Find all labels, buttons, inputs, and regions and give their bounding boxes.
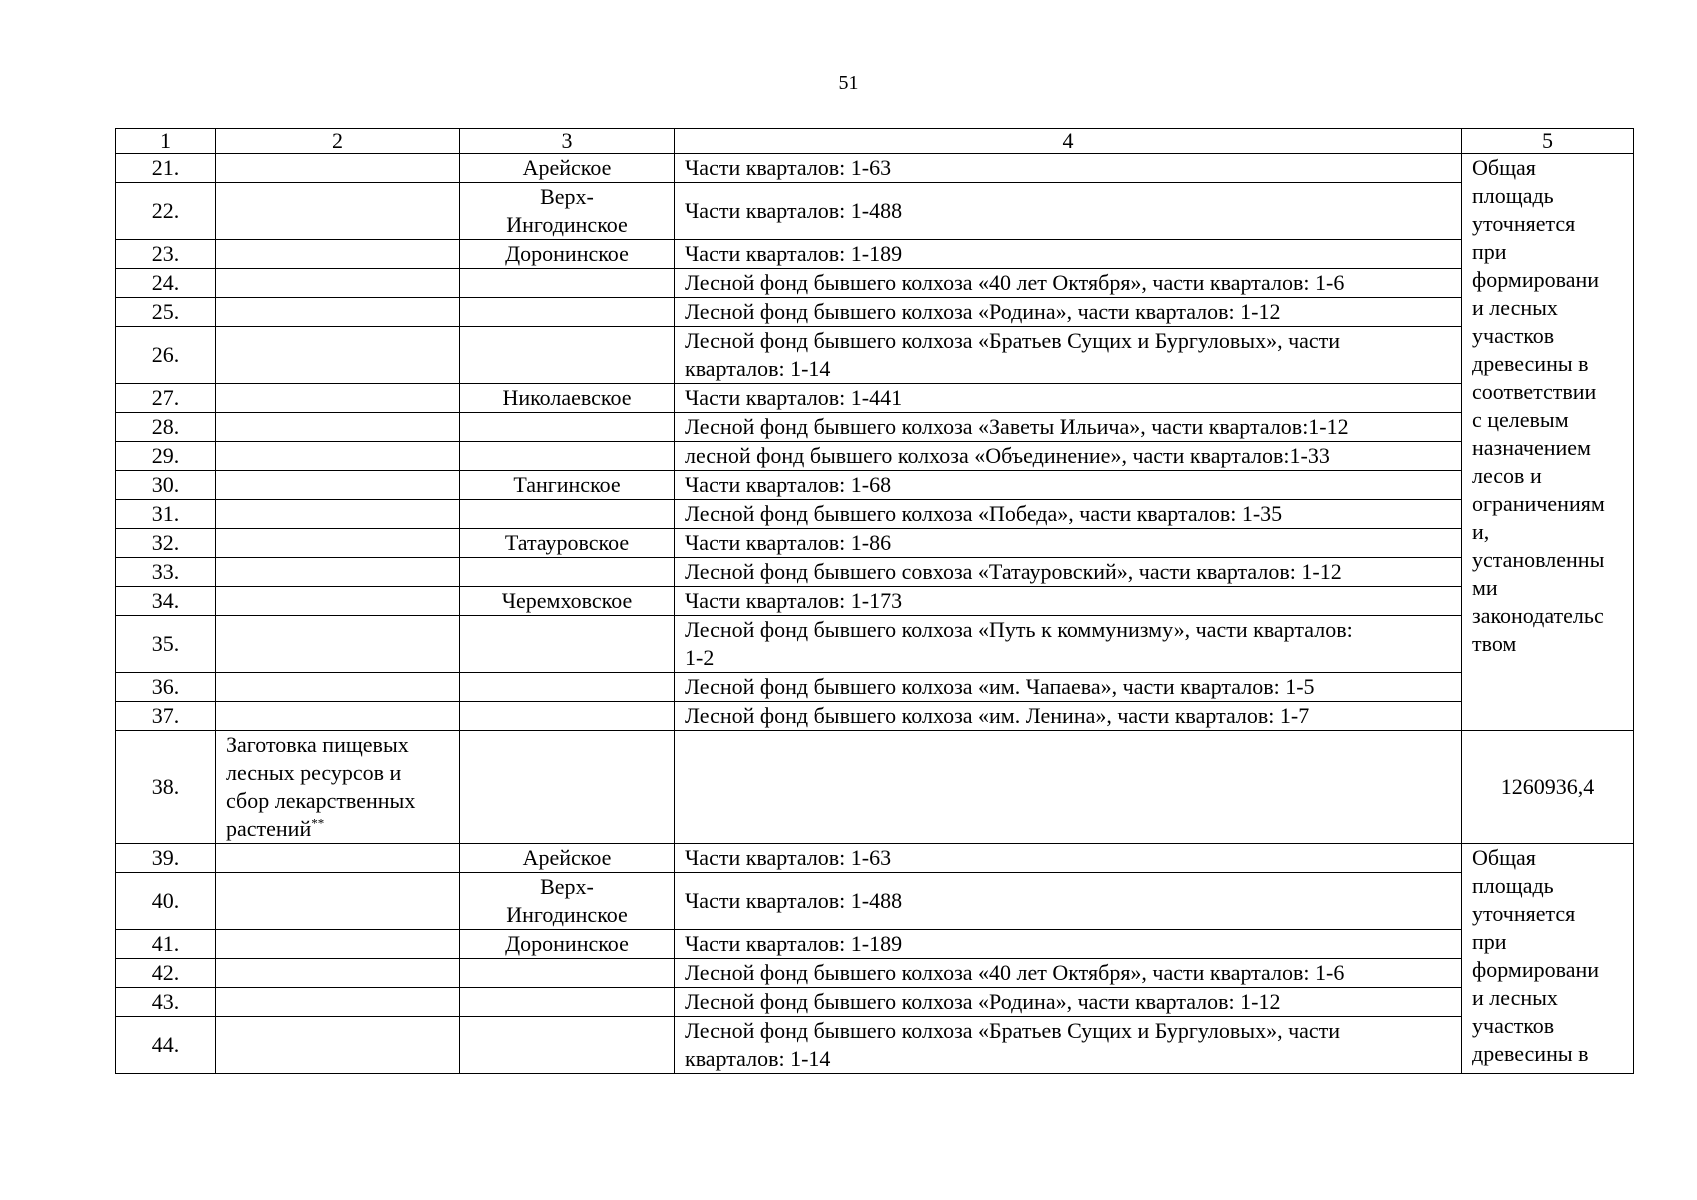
note-line: при bbox=[1472, 929, 1507, 954]
row-number: 36. bbox=[116, 673, 216, 702]
quarters-line: Части кварталов: 1-189 bbox=[685, 241, 903, 266]
note-line: с целевым bbox=[1472, 407, 1569, 432]
subdivision-cell bbox=[460, 959, 675, 988]
note-line: и, bbox=[1472, 519, 1490, 544]
table-row bbox=[116, 298, 1634, 327]
quarters-line: Лесной фонд бывшего колхоза «Победа», части кварталов: 1-35 bbox=[685, 501, 1283, 526]
note-line: ми bbox=[1472, 575, 1498, 600]
quarters-cell bbox=[675, 616, 1462, 673]
table-row bbox=[116, 930, 1634, 959]
subdivision-line: Арейское bbox=[522, 845, 612, 870]
quarters-line: 1-2 bbox=[685, 645, 715, 670]
quarters-cell bbox=[675, 240, 1462, 269]
subdivision-cell bbox=[460, 731, 675, 844]
note-line: Общая bbox=[1472, 845, 1536, 870]
row-number: 29. bbox=[116, 442, 216, 471]
quarters-line: Лесной фонд бывшего колхоза «40 лет Октября», части кварталов: 1-6 bbox=[685, 960, 1345, 985]
note-line: формировани bbox=[1472, 957, 1600, 982]
table-row bbox=[116, 154, 1634, 183]
subdivision-cell bbox=[460, 327, 675, 384]
quarters-cell bbox=[675, 930, 1462, 959]
column-number-row bbox=[116, 129, 1634, 154]
subdivision-line: Арейское bbox=[522, 155, 612, 180]
subdivision-cell bbox=[460, 587, 675, 616]
note-line: древесины в bbox=[1472, 1041, 1589, 1066]
subdivision-line: Ингодинское bbox=[506, 212, 628, 237]
quarters-cell bbox=[675, 587, 1462, 616]
note-line: участков bbox=[1472, 1013, 1555, 1038]
quarters-cell bbox=[675, 1017, 1462, 1074]
row-number: 43. bbox=[116, 988, 216, 1017]
note-line: ограничениям bbox=[1472, 491, 1605, 516]
quarters-cell bbox=[675, 269, 1462, 298]
note-line: Общая bbox=[1472, 155, 1536, 180]
quarters-line: Лесной фонд бывшего колхоза «Путь к коммунизму», части кварталов: bbox=[685, 617, 1353, 642]
column-number: 2 bbox=[216, 129, 460, 154]
subdivision-line: Доронинское bbox=[505, 241, 629, 266]
subdivision-cell bbox=[460, 183, 675, 240]
subdivision-cell bbox=[460, 240, 675, 269]
note-line: соответствии bbox=[1472, 379, 1597, 404]
subdivision-cell bbox=[460, 1017, 675, 1074]
column-number: 3 bbox=[460, 129, 675, 154]
subdivision-cell bbox=[460, 500, 675, 529]
row-number: 41. bbox=[116, 930, 216, 959]
activity-cell bbox=[216, 327, 460, 384]
note-line: и лесных bbox=[1472, 295, 1558, 320]
subdivision-cell bbox=[460, 930, 675, 959]
row-number: 24. bbox=[116, 269, 216, 298]
row-number: 22. bbox=[116, 183, 216, 240]
quarters-line: Части кварталов: 1-68 bbox=[685, 472, 892, 497]
quarters-line: Лесной фонд бывшего совхоза «Татауровский», части кварталов: 1-12 bbox=[685, 559, 1342, 584]
row-number: 40. bbox=[116, 873, 216, 930]
row-number: 25. bbox=[116, 298, 216, 327]
note-line: законодательс bbox=[1472, 603, 1604, 628]
row-number: 30. bbox=[116, 471, 216, 500]
quarters-line: Лесной фонд бывшего колхоза «40 лет Октября», части кварталов: 1-6 bbox=[685, 270, 1345, 295]
subdivision-cell bbox=[460, 702, 675, 731]
note-line: назначением bbox=[1472, 435, 1591, 460]
activity-cell bbox=[216, 1017, 460, 1074]
activity-cell bbox=[216, 558, 460, 587]
quarters-line: Части кварталов: 1-63 bbox=[685, 845, 892, 870]
activity-text: сбор лекарственных bbox=[226, 788, 416, 813]
page-number: 51 bbox=[838, 72, 859, 94]
row-number: 44. bbox=[116, 1017, 216, 1074]
activity-line bbox=[226, 787, 449, 815]
footnote-marker: ** bbox=[311, 815, 325, 831]
activity-cell bbox=[216, 442, 460, 471]
activity-cell bbox=[216, 183, 460, 240]
subdivision-cell bbox=[460, 988, 675, 1017]
activity-cell bbox=[216, 471, 460, 500]
subdivision-cell bbox=[460, 269, 675, 298]
quarters-cell bbox=[675, 442, 1462, 471]
table-row bbox=[116, 500, 1634, 529]
quarters-cell bbox=[675, 384, 1462, 413]
subdivision-cell bbox=[460, 673, 675, 702]
area-note bbox=[1462, 154, 1634, 731]
note-line: древесины в bbox=[1472, 351, 1589, 376]
subdivision-cell bbox=[460, 442, 675, 471]
subdivision-cell bbox=[460, 529, 675, 558]
row-number: 26. bbox=[116, 327, 216, 384]
activity-cell bbox=[216, 673, 460, 702]
table-row bbox=[116, 529, 1634, 558]
row-number: 27. bbox=[116, 384, 216, 413]
table-row bbox=[116, 959, 1634, 988]
table-row bbox=[116, 269, 1634, 298]
quarters-line: Части кварталов: 1-86 bbox=[685, 530, 892, 555]
quarters-line: Лесной фонд бывшего колхоза «им. Ленина», части кварталов: 1-7 bbox=[685, 703, 1310, 728]
quarters-cell bbox=[675, 298, 1462, 327]
activity-text: Заготовка пищевых bbox=[226, 732, 409, 757]
subdivision-line: Ингодинское bbox=[506, 902, 628, 927]
activity-cell bbox=[216, 413, 460, 442]
table-row bbox=[116, 731, 1634, 844]
table-row bbox=[116, 673, 1634, 702]
row-number: 23. bbox=[116, 240, 216, 269]
quarters-cell bbox=[675, 529, 1462, 558]
subdivision-cell bbox=[460, 873, 675, 930]
subdivision-cell bbox=[460, 154, 675, 183]
table-row bbox=[116, 183, 1634, 240]
row-number: 37. bbox=[116, 702, 216, 731]
note-line: формировани bbox=[1472, 267, 1600, 292]
note-line: и лесных bbox=[1472, 985, 1558, 1010]
note-line: площадь bbox=[1472, 183, 1554, 208]
row-number: 31. bbox=[116, 500, 216, 529]
activity-cell bbox=[216, 240, 460, 269]
area-note-partial bbox=[1462, 844, 1634, 1074]
activity-text: растений bbox=[226, 816, 312, 841]
activity-cell bbox=[216, 298, 460, 327]
activity-line bbox=[226, 759, 449, 787]
subdivision-line: Николаевское bbox=[502, 385, 632, 410]
quarters-line: кварталов: 1-14 bbox=[685, 356, 831, 381]
column-number: 5 bbox=[1462, 129, 1634, 154]
subdivision-line: Черемховское bbox=[501, 588, 633, 613]
activity-line bbox=[226, 815, 449, 843]
table-row bbox=[116, 1017, 1634, 1074]
table-row bbox=[116, 558, 1634, 587]
table-row bbox=[116, 988, 1634, 1017]
row-number: 34. bbox=[116, 587, 216, 616]
quarters-cell bbox=[675, 413, 1462, 442]
subdivision-cell bbox=[460, 413, 675, 442]
quarters-line: Лесной фонд бывшего колхоза «Родина», части кварталов: 1-12 bbox=[685, 989, 1281, 1014]
table-row bbox=[116, 240, 1634, 269]
note-line: площадь bbox=[1472, 873, 1554, 898]
table-row bbox=[116, 384, 1634, 413]
quarters-cell bbox=[675, 702, 1462, 731]
activity-text: лесных ресурсов и bbox=[226, 760, 402, 785]
quarters-line: Лесной фонд бывшего колхоза «Родина», части кварталов: 1-12 bbox=[685, 299, 1281, 324]
row-number: 38. bbox=[116, 731, 216, 844]
subdivision-line: Татауровское bbox=[504, 530, 630, 555]
forest-plots-table bbox=[115, 128, 1634, 1074]
quarters-cell bbox=[675, 558, 1462, 587]
quarters-line: Части кварталов: 1-173 bbox=[685, 588, 903, 613]
subdivision-line: Тангинское bbox=[513, 472, 621, 497]
activity-cell bbox=[216, 844, 460, 873]
row-number: 21. bbox=[116, 154, 216, 183]
note-line: установленны bbox=[1472, 547, 1605, 572]
note-line: уточняется bbox=[1472, 901, 1576, 926]
quarters-cell bbox=[675, 844, 1462, 873]
quarters-line: Части кварталов: 1-63 bbox=[685, 155, 892, 180]
column-number: 1 bbox=[116, 129, 216, 154]
row-number: 32. bbox=[116, 529, 216, 558]
subdivision-cell bbox=[460, 384, 675, 413]
quarters-cell bbox=[675, 988, 1462, 1017]
table-row bbox=[116, 587, 1634, 616]
quarters-cell bbox=[675, 183, 1462, 240]
quarters-cell bbox=[675, 154, 1462, 183]
table-row bbox=[116, 702, 1634, 731]
activity-cell bbox=[216, 154, 460, 183]
note-line: при bbox=[1472, 239, 1507, 264]
quarters-line: Лесной фонд бывшего колхоза «им. Чапаева», части кварталов: 1-5 bbox=[685, 674, 1315, 699]
column-number: 4 bbox=[675, 129, 1462, 154]
activity-cell bbox=[216, 731, 460, 844]
quarters-line: Лесной фонд бывшего колхоза «Братьев Сущих и Бургуловых», части bbox=[685, 1018, 1341, 1043]
quarters-cell bbox=[675, 959, 1462, 988]
table-row bbox=[116, 413, 1634, 442]
activity-line bbox=[226, 731, 449, 759]
quarters-line: лесной фонд бывшего колхоза «Объединение», части кварталов:1-33 bbox=[685, 443, 1330, 468]
subdivision-line: Верх- bbox=[540, 874, 594, 899]
subdivision-cell bbox=[460, 471, 675, 500]
table-body bbox=[116, 154, 1634, 1074]
row-number: 35. bbox=[116, 616, 216, 673]
activity-cell bbox=[216, 269, 460, 298]
table-row bbox=[116, 873, 1634, 930]
activity-cell bbox=[216, 988, 460, 1017]
quarters-line: Части кварталов: 1-441 bbox=[685, 385, 903, 410]
quarters-cell bbox=[675, 873, 1462, 930]
quarters-cell bbox=[675, 471, 1462, 500]
row-number: 33. bbox=[116, 558, 216, 587]
note-line: уточняется bbox=[1472, 211, 1576, 236]
row-number: 28. bbox=[116, 413, 216, 442]
quarters-line: Части кварталов: 1-488 bbox=[685, 198, 903, 223]
activity-cell bbox=[216, 930, 460, 959]
activity-cell bbox=[216, 529, 460, 558]
quarters-line: Части кварталов: 1-488 bbox=[685, 888, 903, 913]
note-line: твом bbox=[1472, 631, 1517, 656]
quarters-cell bbox=[675, 500, 1462, 529]
quarters-line: кварталов: 1-14 bbox=[685, 1046, 831, 1071]
quarters-cell bbox=[675, 327, 1462, 384]
subdivision-cell bbox=[460, 558, 675, 587]
quarters-line: Лесной фонд бывшего колхоза «Братьев Сущих и Бургуловых», части bbox=[685, 328, 1341, 353]
table-row bbox=[116, 327, 1634, 384]
table-row bbox=[116, 442, 1634, 471]
table-row bbox=[116, 844, 1634, 873]
activity-cell bbox=[216, 616, 460, 673]
subdivision-cell bbox=[460, 298, 675, 327]
table-row bbox=[116, 616, 1634, 673]
subdivision-line: Доронинское bbox=[505, 931, 629, 956]
activity-cell bbox=[216, 500, 460, 529]
row-number: 39. bbox=[116, 844, 216, 873]
quarters-line: Лесной фонд бывшего колхоза «Заветы Ильича», части кварталов:1-12 bbox=[685, 414, 1349, 439]
note-line: лесов и bbox=[1472, 463, 1542, 488]
activity-cell bbox=[216, 384, 460, 413]
subdivision-line: Верх- bbox=[540, 184, 594, 209]
activity-cell bbox=[216, 587, 460, 616]
subdivision-cell bbox=[460, 844, 675, 873]
activity-cell bbox=[216, 702, 460, 731]
quarters-cell bbox=[675, 731, 1462, 844]
quarters-line: Части кварталов: 1-189 bbox=[685, 931, 903, 956]
subdivision-cell bbox=[460, 616, 675, 673]
row-number: 42. bbox=[116, 959, 216, 988]
activity-cell bbox=[216, 873, 460, 930]
note-line: участков bbox=[1472, 323, 1555, 348]
activity-cell bbox=[216, 959, 460, 988]
area-value: 1260936,4 bbox=[1462, 731, 1634, 844]
table-row bbox=[116, 471, 1634, 500]
quarters-cell bbox=[675, 673, 1462, 702]
